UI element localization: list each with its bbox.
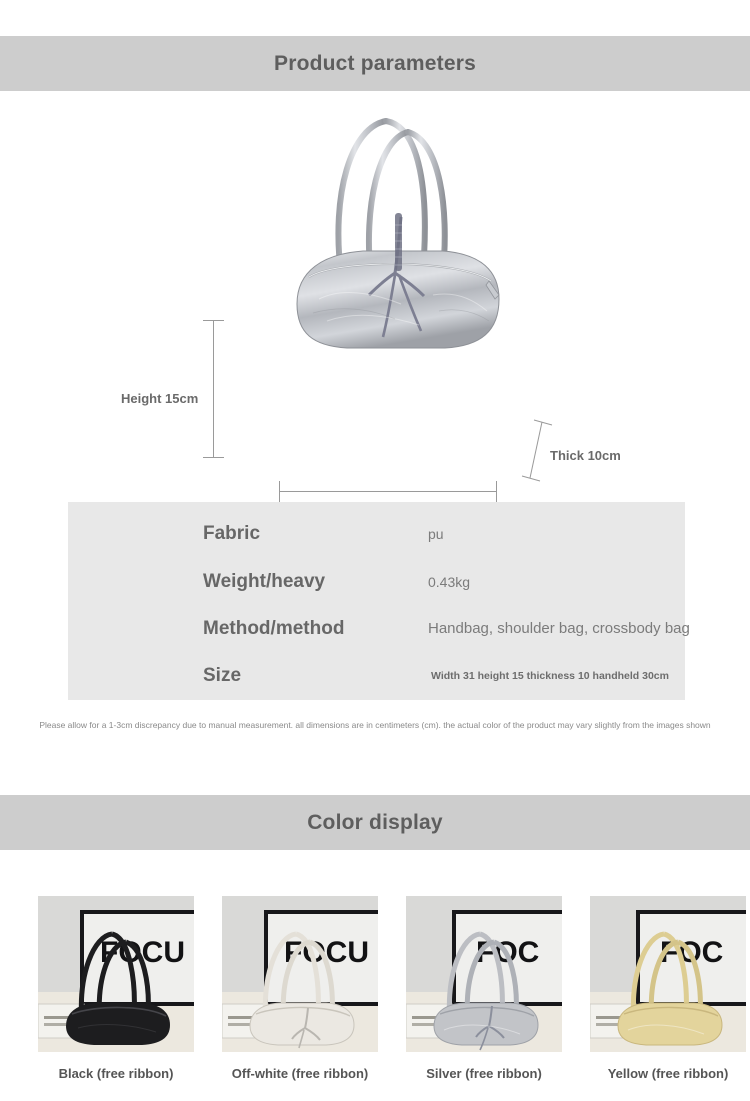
- color-variant-label: Off-white (free ribbon): [231, 1066, 369, 1081]
- color-variant-card-offwhite[interactable]: [222, 896, 378, 1081]
- height-cap-bottom: [203, 457, 224, 458]
- thickness-dimension-label: Thick 10cm: [550, 448, 621, 463]
- poster-text-offwhite: FOCU: [284, 936, 369, 969]
- color-variant-label: Silver (free ribbon): [426, 1066, 542, 1081]
- color-thumbnail-silver[interactable]: [406, 896, 562, 1052]
- color-variant-label: Black (free ribbon): [58, 1066, 174, 1081]
- spec-key-method: Method/method: [203, 617, 345, 639]
- color-variant-label: Yellow (free ribbon): [607, 1066, 729, 1081]
- section-header-color-display: [0, 795, 750, 850]
- color-thumbnail-yellow[interactable]: [590, 896, 746, 1052]
- height-dimension-line: [213, 320, 214, 458]
- product-image-silver-handbag: [283, 99, 513, 369]
- height-cap-top: [203, 320, 224, 321]
- specification-table: [68, 502, 690, 700]
- handbag-illustration: [283, 99, 513, 369]
- color-thumbnail-black[interactable]: [38, 896, 194, 1052]
- table-row: [68, 510, 685, 557]
- spec-value-size: Width 31 height 15 thickness 10 handheld 30cm: [431, 669, 669, 682]
- dimension-diagram: [0, 91, 750, 491]
- handbag-photo-yellow: [590, 896, 746, 1052]
- section-header-product-parameters: [0, 36, 750, 91]
- spec-key-size: Size: [203, 664, 242, 686]
- poster-text-yellow: FOC: [660, 936, 724, 969]
- measurement-disclaimer: Please allow for a 1-3cm discrepancy due to manual measurement. all dimensions are in centimeters (cm). the actual color of the product may vary slightly from the images shown: [39, 720, 711, 730]
- spec-value-method: Handbag, shoulder bag, crossbody bag: [428, 620, 690, 637]
- height-dimension-label: Height 15cm: [121, 391, 199, 406]
- color-variant-grid: [0, 896, 750, 1081]
- handbag-photo-black: [38, 896, 194, 1052]
- spec-key-weight: Weight/heavy: [203, 570, 326, 592]
- table-row: [68, 605, 690, 652]
- color-variant-card-silver[interactable]: [406, 896, 562, 1081]
- width-dimension-line: [279, 491, 497, 492]
- color-thumbnail-offwhite[interactable]: [222, 896, 378, 1052]
- table-row: [68, 652, 685, 699]
- section-title-text: Color display: [307, 810, 443, 834]
- width-cap-right: [496, 481, 497, 502]
- handbag-photo-silver: [406, 896, 562, 1052]
- color-variant-card-black[interactable]: [38, 896, 194, 1081]
- spec-value-fabric: pu: [428, 525, 444, 542]
- poster-text-black: FOCU: [100, 936, 185, 969]
- section-title-text: Product parameters: [273, 51, 476, 75]
- poster-text-silver: FOC: [476, 936, 540, 969]
- table-row: [68, 558, 685, 605]
- handbag-photo-offwhite: [222, 896, 378, 1052]
- spec-key-fabric: Fabric: [203, 522, 261, 544]
- color-variant-card-yellow[interactable]: [590, 896, 746, 1081]
- spec-value-weight: 0.43kg: [428, 573, 471, 590]
- width-cap-left: [279, 481, 280, 502]
